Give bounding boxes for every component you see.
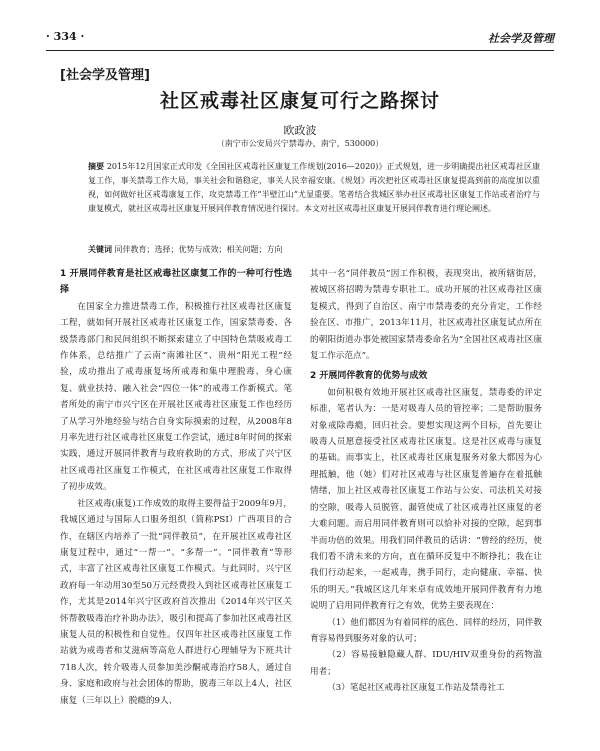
affiliation: （南宁市公安局兴宁禁毒办，南宁，530000） [216, 139, 384, 148]
paragraph: 其中一名“同伴教员”因工作积极，表现突出，被所辖街居，被城区将招聘为禁毒专职社工。成功开展的社区戒毒社区康复模式，得到了自治区、南宁市禁毒委的充分肯定，工作经验在区、市推广，2013年11月，社区戒毒社区康复试点所在的朝阳街道办事处被国家禁毒委命名为“全国社区戒毒社区康复工作示范点”。 [310, 269, 542, 362]
author: 欧政波 [283, 124, 317, 137]
keywords-label: 关键词 [88, 245, 112, 254]
keywords [88, 244, 540, 255]
section-2-heading: 2 开展同伴教育的优势与成效 [310, 371, 428, 382]
list-item: （3）笔起社区戒毒社区康复工作站及禁毒社工 [327, 683, 505, 694]
right-column [310, 266, 542, 697]
journal-name: 社会学及管理 [488, 32, 554, 45]
abstract-label: 摘要 [88, 162, 105, 171]
page-number: · 334 · [46, 30, 85, 43]
abstract-text: 2015年12月国家正式印发《全国社区戒毒社区康复工作规划(2016—2020)》正式规划，进一步明确提出社区戒毒社区康复工作，事关禁毒工作大局，事关社会和谐稳定，事关人民幸福安康。《规划》再次把社区戒毒社区康复提高到前的高度加以重视，如何做好社区戒毒康复工作，攻克禁毒工作“半壁江山”尤显重要。笔者结合我城区举办社区戒毒社区康复工作站或者治疗与康复模式，就社区戒毒社区康复开展同伴教育情况进行探讨。本文对社区戒毒社区康复开展同伴教育进行理论阐述。 [88, 162, 541, 213]
section-1-heading: 1 开展同伴教育是社区戒毒社区康复工作的一种可行性选择 [60, 269, 292, 296]
running-header [46, 30, 554, 48]
paragraph: 社区戒毒(康复)工作成效的取得主要得益于2009年9月，我城区通过与国际人口服务组织（简称PSI）广西项目的合作，在辖区内培养了一批“同伴教员”，在开展社区戒毒社区康复过程中，通过“一帮一”、“多帮一”、“同伴教育”等形式，丰富了社区戒毒社区康复工作模式。与此同时，兴宁区政府每一年动用30至50万元经费投入到社区戒毒社区康复工作，尤其是2014年兴宁区政府首次推出《2014年兴宁区关怀帮教吸毒治疗补助办法》，吸引和提高了参加社区戒毒社区康复人员的积极性和自觉性。仅四年社区戒毒社区康复工作站就为戒毒者和艾滋病等高危人群进行心理辅导为下班共计718人次，转介吸毒人员参加美沙酮戒毒治疗58人，通过自身、家庭和政府与社会团体的帮助，脱毒三年以上4人，社区康复（三年以上）脱瘾的9人、 [60, 498, 292, 706]
abstract [88, 160, 540, 216]
left-column [60, 266, 292, 709]
list-item: （1）他们都因为有着同样的底色、同样的经历，同伴教育容易得到服务对象的认可； [310, 617, 542, 644]
header-rule [46, 50, 554, 51]
article-title: 社区戒毒社区康复可行之路探讨 [159, 90, 440, 112]
paragraph: 在国家全力推进禁毒工作，积极推行社区戒毒社区康复工程，就如何开展社区戒毒社区康复工作，国家禁毒委、各级禁毒部门和民间组织不断探索建立了中国特色禁吸戒毒工作体系，总结推广了云南“南滩社区”、贵州“阳光工程”经验，成功推出了戒毒康复场所戒毒和集中理脱毒、身心康复、就业扶持、融入社会“四位一体”的戒毒工作新模式。笔者所处的南宁市兴宁区在开展社区戒毒社区康复工作也经历了从学习外地经验与结合自身实际摸索的过程，从2008年8月率先进行社区戒毒社区康复工作尝试，通过8年时间的探索实践，通过开展同伴教育与政府救助的方式，形成了兴宁区社区戒毒社区康复工作模式，在社区戒毒社区康复工作取得了初步成效。 [60, 301, 292, 493]
keywords-text: 同伴教育；选择；优势与成效；相关问题；方向 [114, 245, 283, 254]
list-item: （2）容易接触隐藏人群、IDU/HIV双重身份的药物滥用者； [310, 650, 542, 677]
section-label: [社会学及管理] [60, 68, 150, 83]
paragraph: 如何积极有效地开展社区戒毒社区康复，禁毒委的评定标准，笔者认为：一是对吸毒人员的管控率；二是帮助服务对象戒除毒瘾，回归社会。要想实现这两个目标，首先要让吸毒人员愿意接受社区戒毒社区康复。这是社区戒毒与康复的基础。而事实上，社区戒毒社区康复服务对象大都因为心理抵触，他（她）们对社区戒毒与社区康复普遍存在着抵触情绪，加上社区戒毒社区康复工作站与公安、司法机关对接的空隙，吸毒人员脱管、漏管使成了社区戒毒社区康复的老大难问题。而启用同伴教育则可以恰补对接的空隙，起到事半而功倍的效果。用我们同伴教员的话讲：“曾经的经历，使我们看不清未来的方向，直在循环反复中不断挣扎；我在让我们行动起来，一起戒毒，携手同行，走向健康、幸福、快乐的明天。”我城区这几年来卓有成效地开展同伴教育有力地说明了启用同伴教育行之有效，优势主要表现在： [310, 387, 542, 612]
